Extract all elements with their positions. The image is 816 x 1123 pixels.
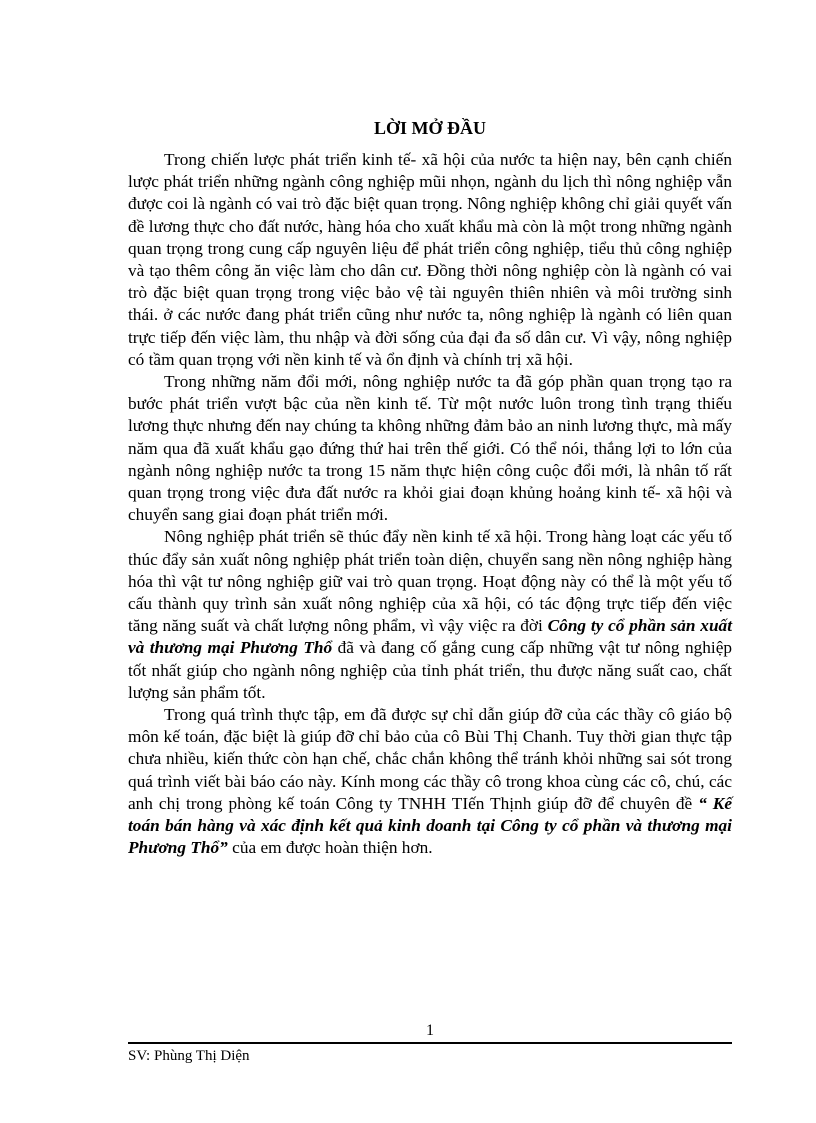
body-text [128, 149, 732, 860]
paragraph-3-text-end: đã và đang cố gắng cung cấp những vật tư nông nghiệp tốt nhất giúp cho ngành nông nghiệp của tỉnh phát triển, thu được năng suất cao, chất lượng sản phẩm tốt. [128, 638, 733, 702]
page-title: LỜI MỞ ĐẦU [374, 118, 486, 138]
footer-divider [128, 1042, 732, 1044]
footer-author: SV: Phùng Thị Diện [128, 1048, 250, 1064]
paragraph-2-text: Trong những năm đổi mới, nông nghiệp nước ta đã góp phần quan trọng tạo ra bước phát triển vượt bậc của nền kinh tế. Từ một nước luôn trong tình trạng thiếu lương thực nhưng đến nay chúng ta không những đảm bảo an ninh lương thực, mà mấy năm qua đã xuất khẩu gạo đứng thứ hai trên thế giới. Có thể nói, thắng lợi to lớn của ngành nông nghiệp nước ta trong 15 năm thực hiện công cuộc đổi mới, là nhân tố rất quan trọng trong việc đưa đất nước ra khỏi giai đoạn khủng hoảng kinh tế- xã hội và chuyển sang giai đoạn phát triển mới. [128, 372, 732, 525]
paragraph-4 [128, 704, 732, 859]
paragraph-4-text-end: của em được hoàn thiện hơn. [227, 838, 433, 858]
paragraph-3-text-start: Nông nghiệp phát triển sẽ thúc đẩy nền kinh tế xã hội. Trong hàng loạt các yếu tố thúc đẩy sản xuất nông nghiệp phát triển toàn diện, chuyển sang nền nông nghiệp hàng hóa thì vật tư nông nghiệp giữ vai trò quan trọng. Hoạt động này có thể là một yếu tố cấu thành quy trình sản xuất nông nghiệp của xã hội, có tác động trực tiếp đến việc tăng năng suất và chất lượng nông phẩm, vì vậy việc ra đời [128, 527, 732, 636]
paragraph-4-text-start: Trong quá trình thực tập, em đã được sự chỉ dẫn giúp đỡ của các thầy cô giáo bộ môn kế toán, đặc biệt là giúp đỡ chỉ bảo của cô Bùi Thị Chanh. Tuy thời gian thực tập chưa nhiều, kiến thức còn hạn chế, chắc chắn không thể tránh khỏi những sai sót trong quá trình viết bài báo cáo này. Kính mong các thầy cô trong khoa cùng các cô, chú, các anh chị trong phòng kế toán Công ty TNHH TIến Thịnh giúp đỡ để chuyên đề [128, 705, 732, 813]
paragraph-1-text: Trong chiến lược phát triển kinh tế- xã hội của nước ta hiện nay, bên cạnh chiến lược phát triển những ngành công nghiệp mũi nhọn, ngành du lịch thì nông nghiệp vẫn được coi là ngành có vai trò đặc biệt quan trọng. Nông nghiệp không chỉ giải quyết vấn đề lương thực cho đất nước, hàng hóa cho xuất khẩu mà còn là một trong những ngành quan trọng trong cung cấp nguyên liệu để phát triển công nghiệp, tiểu thủ công nghiệp và tạo thêm công ăn việc làm cho dân cư. Đồng thời nông nghiệp còn là ngành có vai trò đặc biệt quan trọng trong việc bảo vệ tài nguyên thiên nhiên và môi trường sinh thái. ở các nước đang phát triển cũng như nước ta, nông nghiệp là ngành có liên quan trực tiếp đến việc làm, thu nhập và đời sống của đại đa số dân cư. Vì vậy, nông nghiệp có tầm quan trọng với nền kinh tế và ổn định và chính trị xã hội. [128, 150, 732, 369]
thesis-title-emphasis: “ Kế toán bán hàng và xác định kết quả kinh doanh tại Công ty cổ phần và thương mại Phương Thổ” [128, 793, 732, 858]
paragraph-1 [128, 149, 732, 371]
company-name-emphasis: Công ty cổ phần sản xuất và thương mại Phương Thổ [128, 616, 733, 658]
paragraph-2 [128, 371, 732, 526]
page-number: 1 [426, 1022, 434, 1039]
paragraph-3 [128, 526, 732, 704]
